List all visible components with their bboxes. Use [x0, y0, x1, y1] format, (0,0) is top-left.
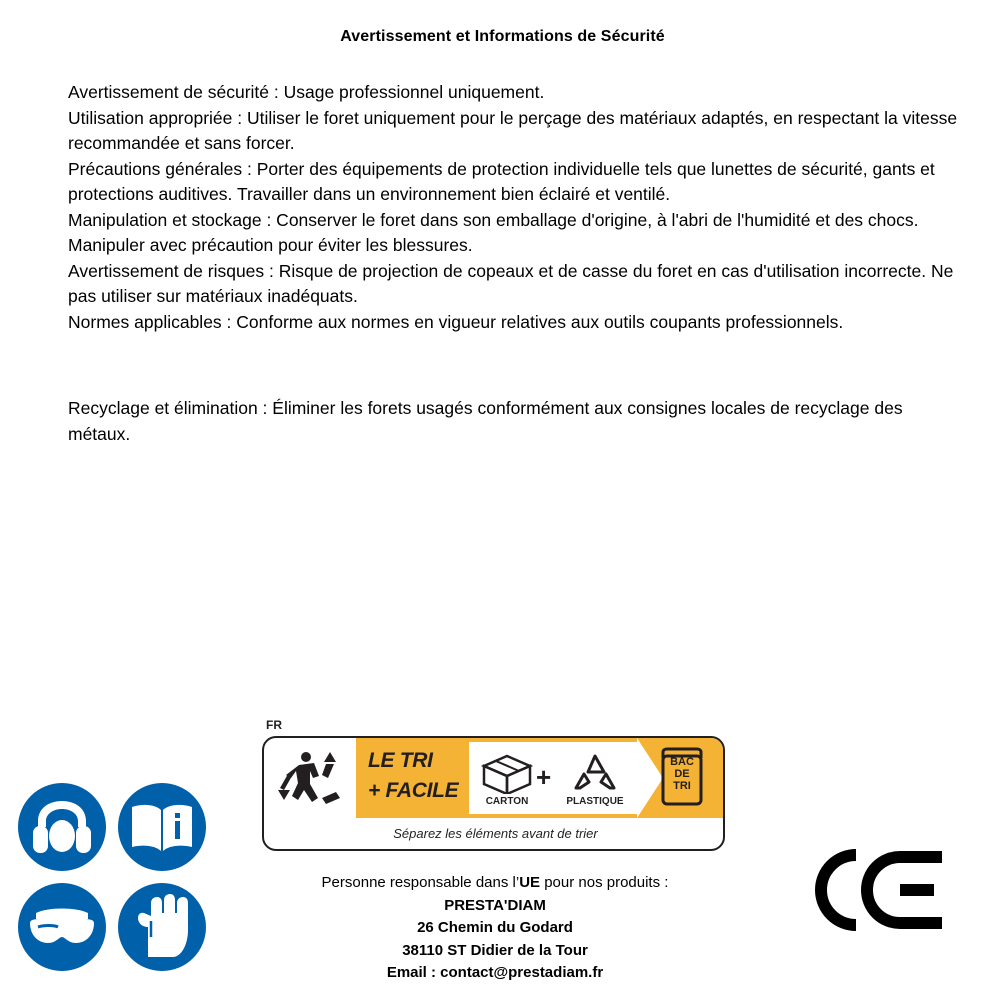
plus-sign: +: [536, 762, 552, 792]
ce-mark-icon: [800, 845, 950, 935]
bin-label-line3: TRI: [673, 780, 691, 792]
mobius-recycling-icon: [564, 750, 626, 794]
responsible-person-ue: UE: [519, 874, 541, 891]
plastic-label: PLASTIQUE: [566, 796, 624, 807]
safety-information-block: [68, 80, 968, 335]
banner-frame: [262, 736, 725, 851]
safety-line: Normes applicables : Conforme aux normes en vigueur relatives aux outils coupants professionnels.: [68, 311, 844, 332]
company-city: 38110 ST Didier de la Tour: [402, 941, 588, 959]
safety-line: Manipulation et stockage : Conserver le foret dans son emballage d'origine, à l'abri de l'humidité et des chocs. Manipuler avec précaution pour éviter les blessures.: [68, 209, 919, 255]
carton-label: CARTON: [485, 796, 529, 807]
company-email: Email : contact@prestadiam.fr: [386, 964, 604, 981]
responsible-person-heading: [195, 872, 795, 895]
triman-recycling-banner: [262, 718, 727, 853]
banner-footer-text: Séparez les éléments avant de trier: [393, 826, 598, 841]
carton-box-icon: [474, 750, 540, 794]
recycling-text: Recyclage et élimination : Éliminer les forets usagés conformément aux consignes locales de recyclage des métaux.: [68, 398, 903, 444]
triman-figure-icon: [266, 738, 356, 818]
company-address: 26 Chemin du Godard: [417, 919, 573, 936]
eye-protection-icon: [18, 883, 106, 971]
pictogram-grid: [18, 783, 218, 983]
banner-headline: [368, 746, 468, 806]
bin-label: [659, 756, 705, 792]
recycling-information-block: [68, 396, 968, 447]
safety-line: Avertissement de risques : Risque de projection de copeaux et de casse du foret en cas d'utilisation incorrecte. Ne pas utiliser sur matériaux inadéquats.: [68, 260, 954, 306]
safety-line: Précautions générales : Porter des équipements de protection individuelle tels que lunettes de sécurité, gants et protections auditives. Travailler dans un environnement bien éclairé et ventilé.: [68, 158, 935, 204]
read-manual-icon: [118, 783, 206, 871]
company-name: PRESTA'DIAM: [444, 896, 546, 914]
bin-label-line1: BAC: [670, 756, 694, 768]
responsible-person-prefix: Personne responsable dans l: [321, 874, 516, 891]
page-title: Avertissement et Informations de Sécurité: [340, 28, 665, 45]
banner-language-tag: FR: [266, 718, 282, 732]
responsible-person-suffix: pour nos produits :: [540, 874, 669, 891]
ear-protection-icon: [18, 783, 106, 871]
safety-line: Avertissement de sécurité : Usage professionnel uniquement.: [68, 82, 545, 102]
hand-protection-icon: [118, 883, 206, 971]
responsible-person-apostrophe: ’: [515, 874, 520, 891]
banner-headline-line1: LE TRI: [368, 749, 433, 772]
safety-line: Utilisation appropriée : Utiliser le foret uniquement pour le perçage des matériaux adaptés, en respectant la vitesse recommandée et sans forcer.: [68, 107, 958, 153]
banner-headline-line2: + FACILE: [368, 779, 459, 802]
responsible-person-block: [195, 872, 795, 985]
bin-label-line2: DE: [674, 768, 690, 780]
